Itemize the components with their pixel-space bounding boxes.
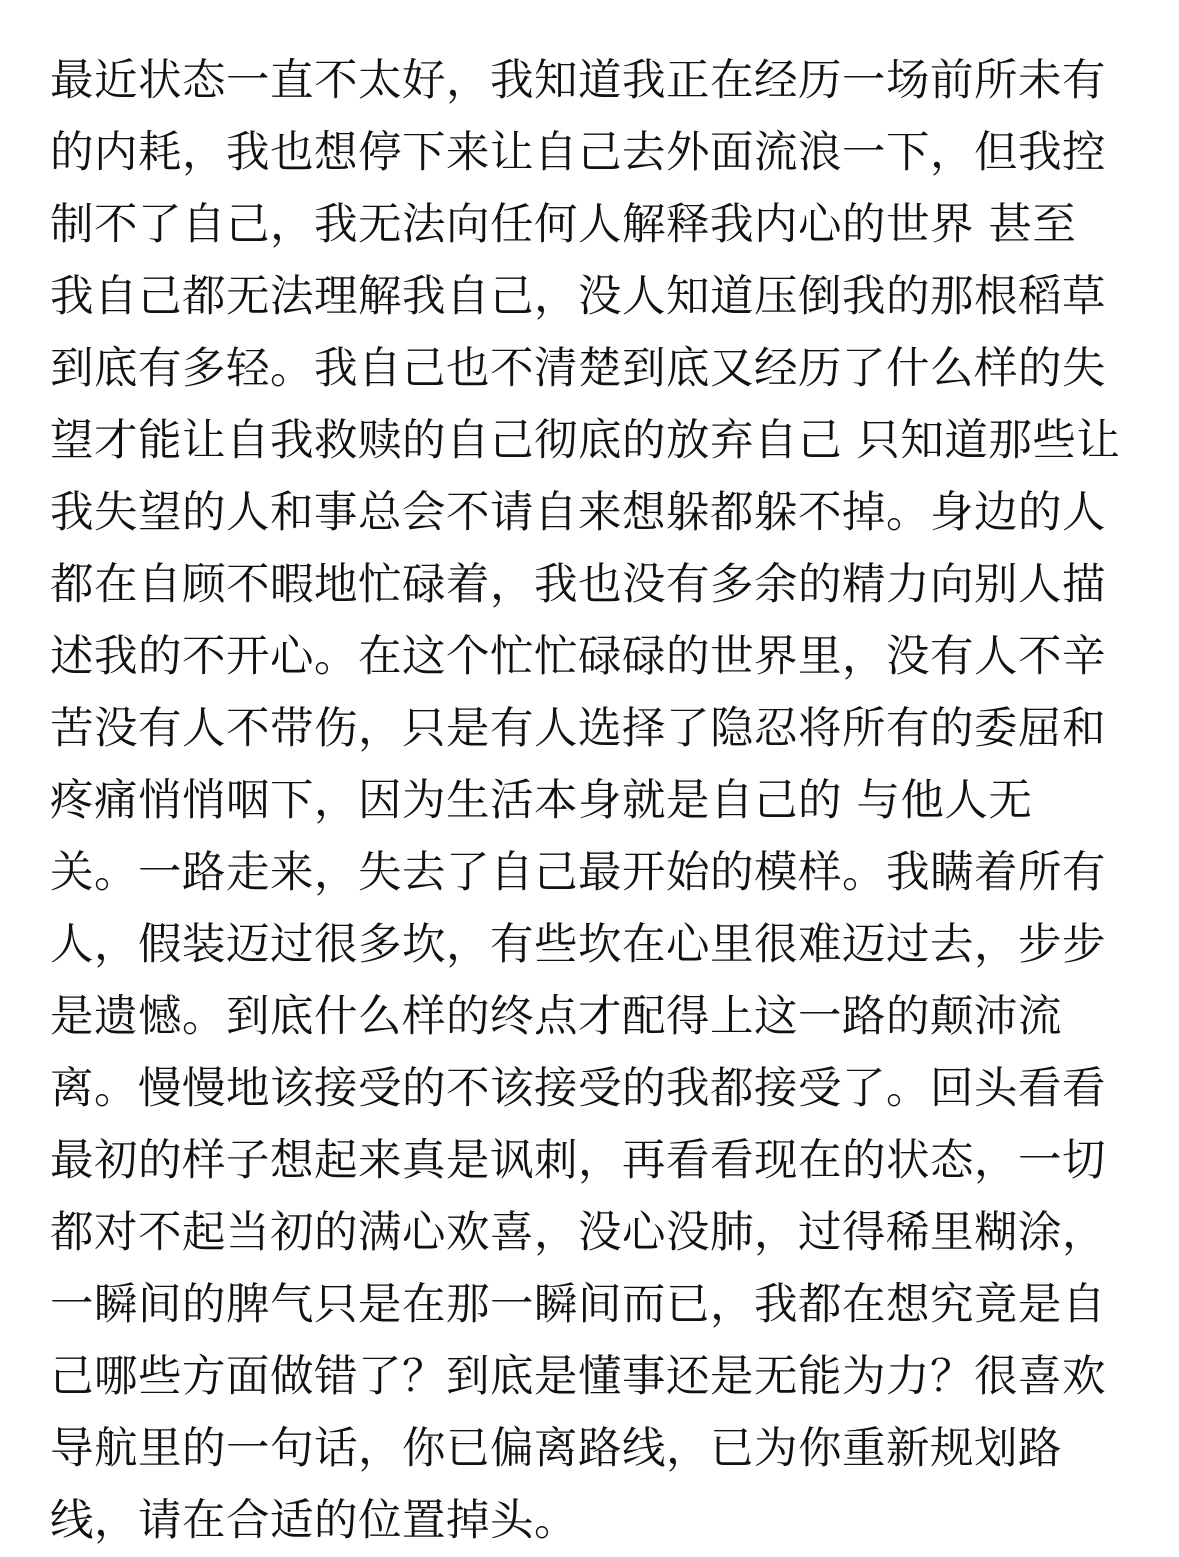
text-line-17: 都对不起当初的满心欢喜，没心没肺，过得稀里糊涂，	[50, 1208, 1106, 1258]
text-line-5: 到底有多轻。我自己也不清楚到底又经历了什么样的失	[50, 344, 1106, 394]
text-line-7: 我失望的人和事总会不请自来想躲都躲不掉。身边的人	[50, 488, 1106, 538]
text-line-11: 疼痛悄悄咽下，因为生活本身就是自己的 与他人无	[50, 776, 1033, 826]
text-line-2: 的内耗，我也想停下来让自己去外面流浪一下，但我控	[50, 128, 1106, 178]
text-line-9: 述我的不开心。在这个忙忙碌碌的世界里，没有人不辛	[50, 632, 1106, 682]
text-line-12: 关。一路走来，失去了自己最开始的模样。我瞒着所有	[50, 848, 1106, 898]
text-line-15: 离。慢慢地该接受的不该接受的我都接受了。回头看看	[50, 1064, 1106, 1114]
text-line-20: 导航里的一句话，你已偏离路线，已为你重新规划路	[50, 1424, 1062, 1474]
text-line-21: 线，请在合适的位置掉头。	[50, 1496, 578, 1546]
text-line-4: 我自己都无法理解我自己，没人知道压倒我的那根稻草	[50, 272, 1106, 322]
text-line-6: 望才能让自我救赎的自己彻底的放弃自己 只知道那些让	[50, 416, 1121, 466]
post-text	[50, 45, 1140, 1557]
text-line-3: 制不了自己，我无法向任何人解释我内心的世界 甚至	[50, 200, 1077, 250]
text-line-16: 最初的样子想起来真是讽刺，再看看现在的状态，一切	[50, 1136, 1106, 1186]
text-line-1: 最近状态一直不太好，我知道我正在经历一场前所未有	[50, 56, 1106, 106]
text-line-13: 人，假装迈过很多坎，有些坎在心里很难迈过去，步步	[50, 920, 1106, 970]
text-line-19: 己哪些方面做错了？到底是懂事还是无能为力？很喜欢	[50, 1352, 1106, 1402]
text-line-14: 是遗憾。到底什么样的终点才配得上这一路的颠沛流	[50, 992, 1062, 1042]
text-line-10: 苦没有人不带伤，只是有人选择了隐忍将所有的委屈和	[50, 704, 1106, 754]
text-line-8: 都在自顾不暇地忙碌着，我也没有多余的精力向别人描	[50, 560, 1106, 610]
text-line-18: 一瞬间的脾气只是在那一瞬间而已，我都在想究竟是自	[50, 1280, 1106, 1330]
